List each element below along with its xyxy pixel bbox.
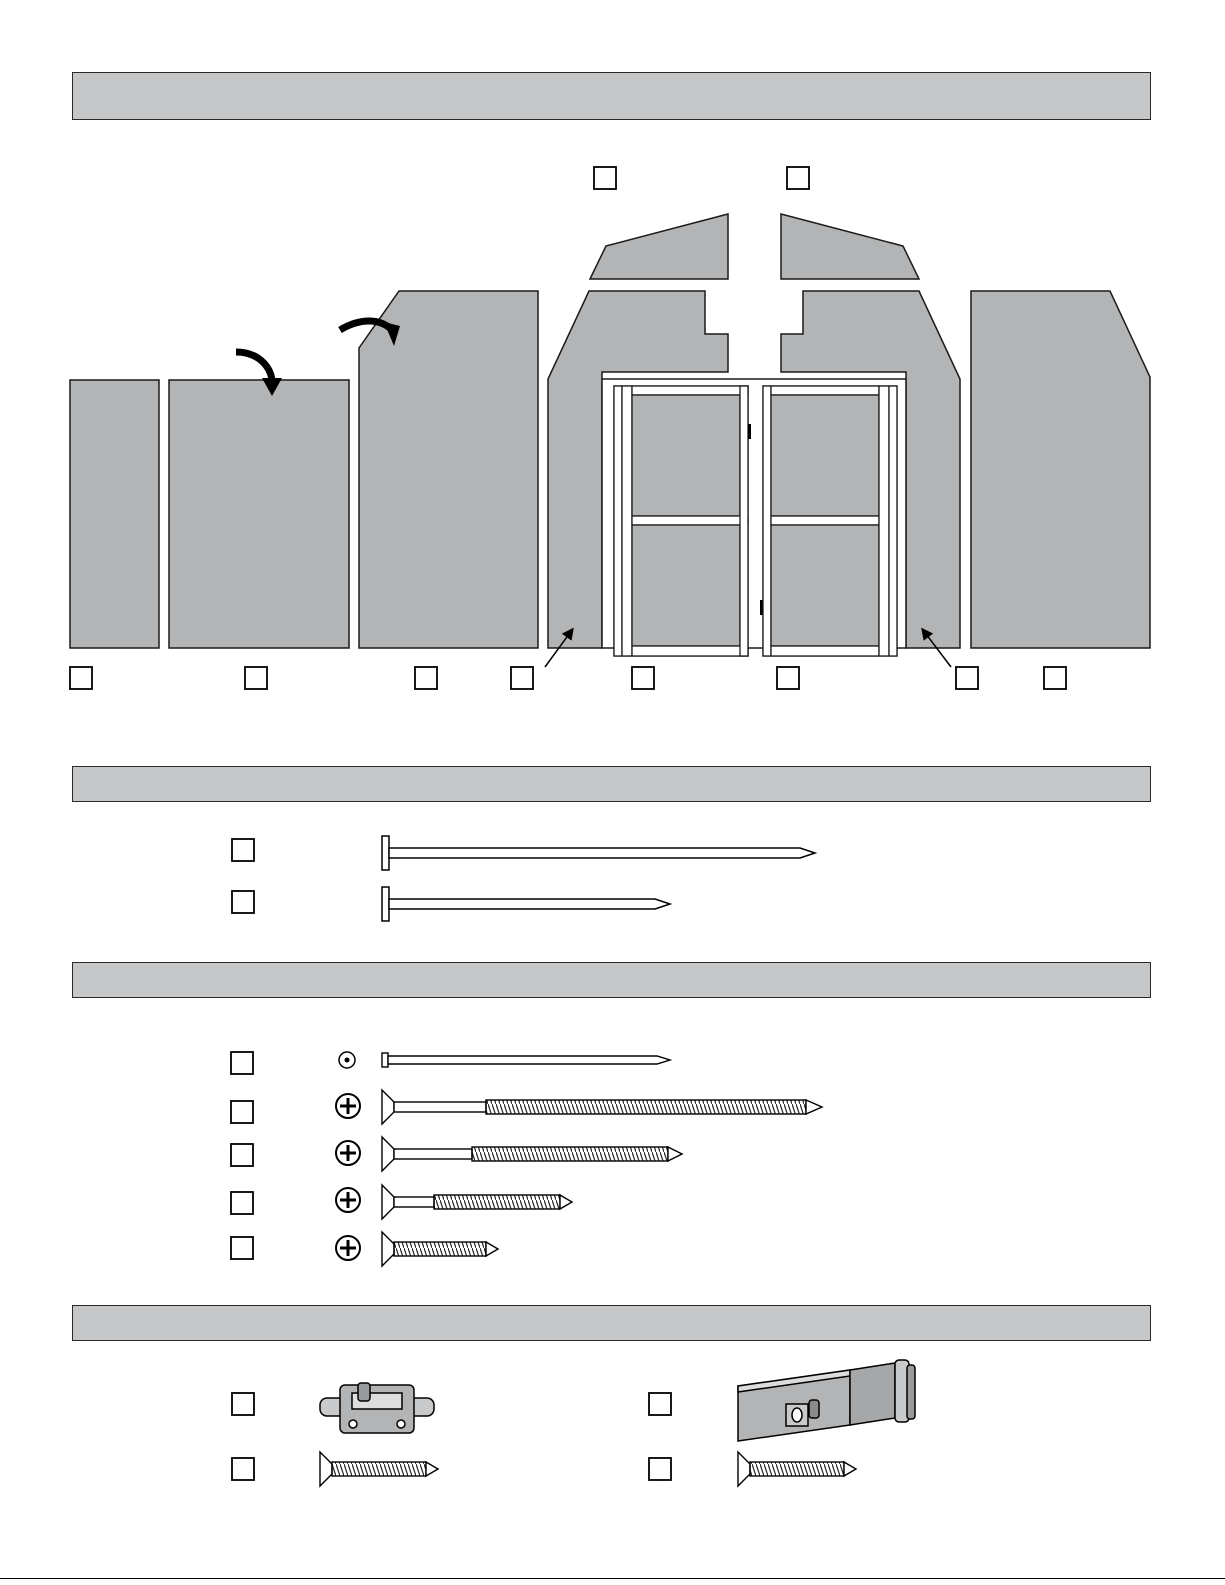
barrel-bolt-icon — [320, 1383, 434, 1433]
panel-angled-right — [971, 291, 1150, 648]
checkbox-icon[interactable] — [1044, 667, 1066, 689]
screw-icon — [320, 1452, 438, 1486]
checkbox-icon[interactable] — [649, 1458, 671, 1480]
screw-icon — [382, 1090, 822, 1124]
phillips-head-icon — [336, 1236, 360, 1260]
checkbox-icon[interactable] — [594, 167, 616, 189]
nail-icon — [382, 1053, 670, 1067]
checkbox-icon[interactable] — [632, 667, 654, 689]
checkbox-icon[interactable] — [70, 667, 92, 689]
gable-piece-left — [590, 214, 728, 279]
door-right — [763, 386, 897, 656]
checkbox-icon[interactable] — [231, 1052, 253, 1074]
panel-angled-left — [359, 291, 538, 648]
gable-piece-right — [781, 214, 919, 279]
checkbox-icon[interactable] — [231, 1237, 253, 1259]
checkbox-icon[interactable] — [415, 667, 437, 689]
screw-icon — [382, 1185, 572, 1219]
screw-icon — [382, 1232, 498, 1266]
checkbox-icon[interactable] — [231, 1192, 253, 1214]
checkbox-icon[interactable] — [511, 667, 533, 689]
checkbox-icon[interactable] — [232, 1458, 254, 1480]
checkbox-icon[interactable] — [777, 667, 799, 689]
phillips-head-icon — [336, 1094, 360, 1118]
checkbox-icon[interactable] — [232, 839, 254, 861]
panel-narrow-left — [70, 380, 159, 648]
checkbox-icon[interactable] — [245, 667, 267, 689]
checkbox-icon[interactable] — [231, 1101, 253, 1123]
checkbox-icon[interactable] — [232, 891, 254, 913]
checkbox-icon[interactable] — [231, 1144, 253, 1166]
checkbox-icon[interactable] — [649, 1393, 671, 1415]
phillips-head-icon — [336, 1188, 360, 1212]
bottom-rule — [0, 1578, 1225, 1579]
door-left — [614, 386, 763, 656]
screw-icon — [382, 1137, 682, 1171]
phillips-head-icon — [336, 1141, 360, 1165]
checkbox-icon[interactable] — [956, 667, 978, 689]
hasp-icon — [738, 1360, 915, 1441]
screw-icon — [738, 1452, 856, 1486]
checkbox-icon[interactable] — [232, 1393, 254, 1415]
nail-icon — [382, 887, 670, 921]
panel-wide-left — [169, 380, 349, 648]
finish-nail-head-icon — [339, 1052, 355, 1068]
nail-icon — [382, 836, 815, 870]
checkbox-icon[interactable] — [787, 167, 809, 189]
